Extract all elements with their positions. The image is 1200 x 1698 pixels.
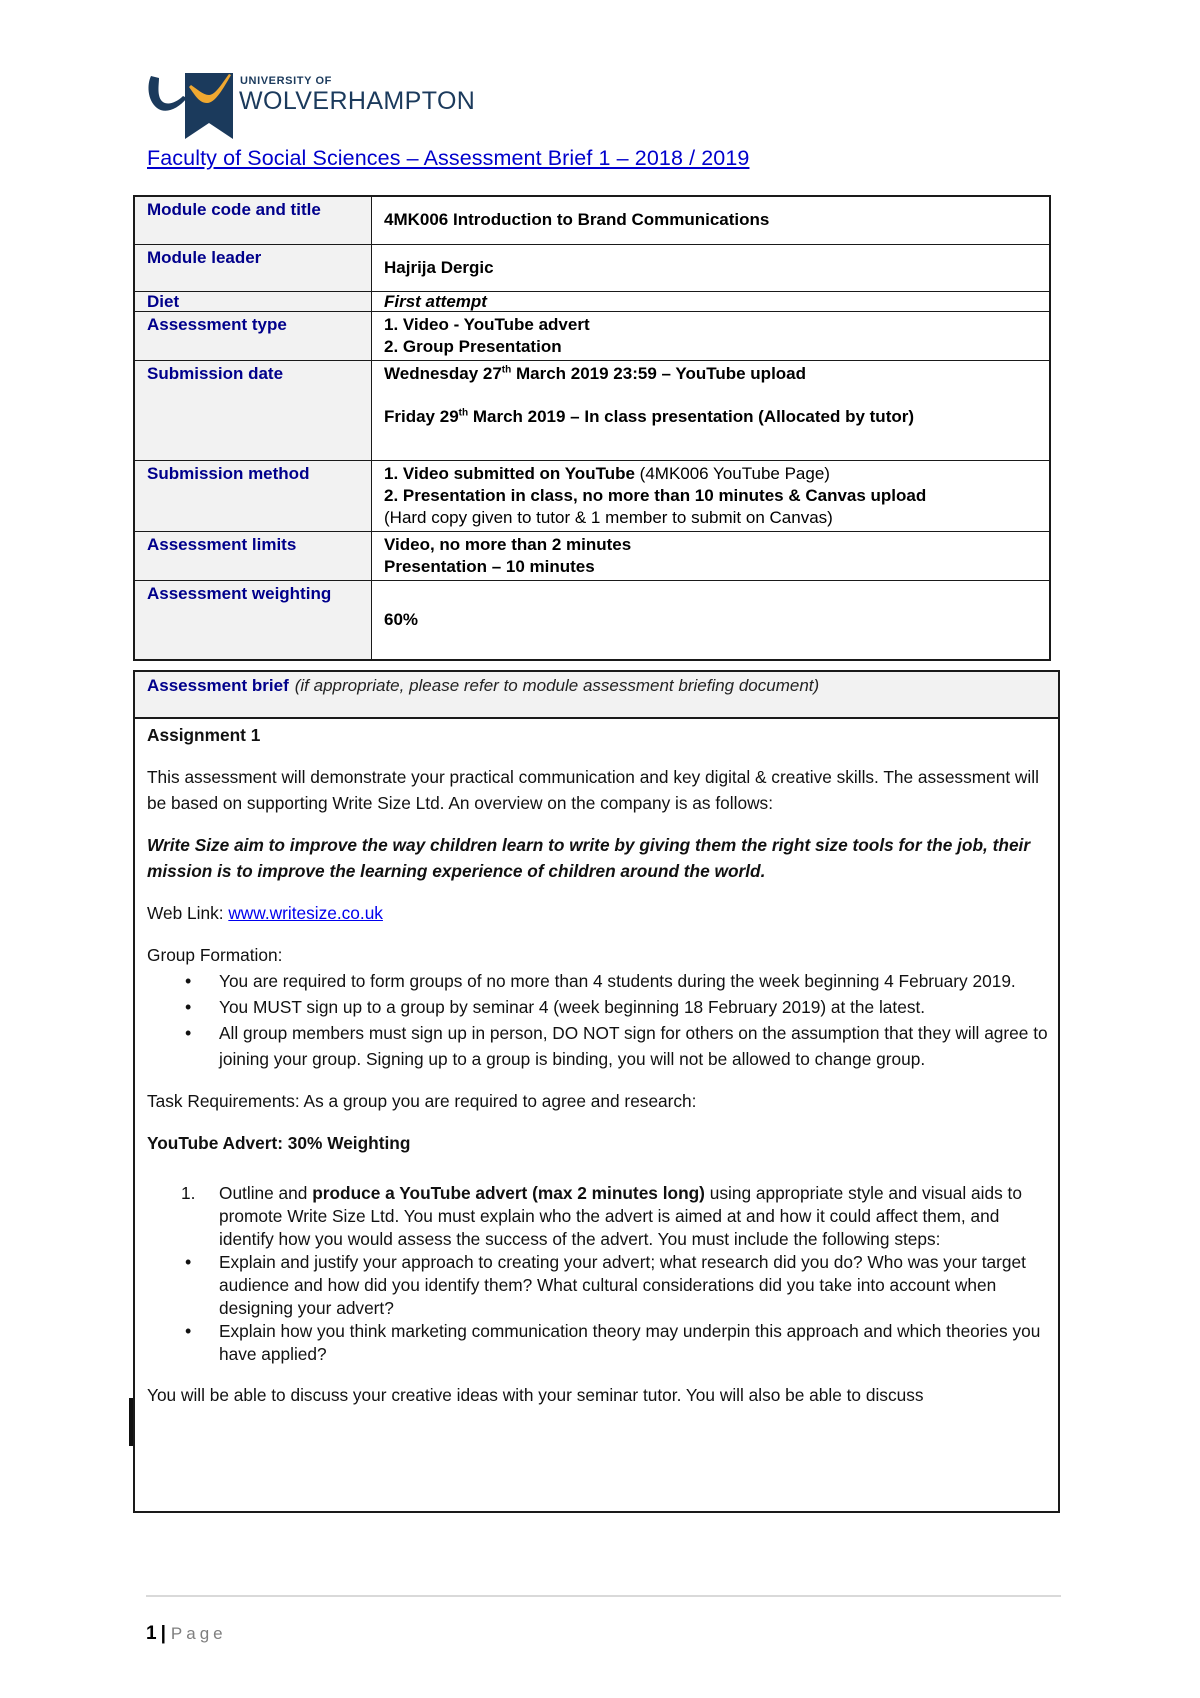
label-submission-date: Submission date bbox=[134, 360, 372, 460]
value-module-code: 4MK006 Introduction to Brand Communications bbox=[372, 196, 1051, 244]
label-module-code: Module code and title bbox=[134, 196, 372, 244]
assessment-limit-video: Video, no more than 2 minutes bbox=[384, 534, 632, 554]
university-logo bbox=[145, 70, 485, 142]
value-submission-date bbox=[372, 360, 1051, 460]
value-module-leader: Hajrija Dergic bbox=[372, 244, 1051, 291]
logo-text-university-of: UNIVERSITY OF bbox=[240, 75, 332, 87]
list-item: • Explain how you think marketing communication theory may underpin this approach and which theories you have applied? bbox=[147, 1320, 1048, 1366]
table-row-assessment-limits bbox=[134, 531, 1050, 580]
list-item: • All group members must sign up in person, DO NOT sign for others on the assumption that they will agree to joining your group. Signing up to a group is binding, you will not be allowed to change group. bbox=[147, 1020, 1048, 1072]
assessment-limit-presentation: Presentation – 10 minutes bbox=[384, 556, 595, 576]
revision-change-bar bbox=[129, 1398, 133, 1446]
submission-method-item-1: 1. Video submitted on YouTube (4MK006 YouTube Page) bbox=[384, 463, 830, 483]
assessment-brief-label: Assessment brief bbox=[147, 676, 289, 695]
table-row-module-code bbox=[134, 196, 1050, 244]
page-label: Page bbox=[170, 1624, 227, 1643]
web-link-line: Web Link: www.writesize.co.uk bbox=[147, 903, 383, 923]
value-assessment-type bbox=[372, 311, 1051, 360]
value-diet bbox=[372, 291, 1051, 311]
intro-paragraph: This assessment will demonstrate your practical communication and key digital & creative skills. The assessment will be based on supporting Write Size Ltd. An overview on the company is as follows: bbox=[147, 767, 1039, 813]
value-assessment-weighting: 60% bbox=[372, 580, 1051, 660]
assessment-brief-box bbox=[133, 670, 1060, 1513]
label-module-leader: Module leader bbox=[134, 244, 372, 291]
module-info-table bbox=[133, 195, 1051, 661]
footer-divider bbox=[146, 1595, 1061, 1597]
logo-u-mark-icon bbox=[145, 74, 189, 114]
assessment-type-item: 2. Group Presentation bbox=[384, 336, 562, 356]
page-footer bbox=[146, 1623, 227, 1645]
label-assessment-weighting: Assessment weighting bbox=[134, 580, 372, 660]
logo-text-wolverhampton: WOLVERHAMPTON bbox=[239, 87, 476, 115]
label-assessment-type: Assessment type bbox=[134, 311, 372, 360]
table-row-submission-method bbox=[134, 460, 1050, 531]
list-item: • Explain and justify your approach to creating your advert; what research did you do? Who was your target audience and how did you identify them? What cultural considerations did you take into account when designing your advert? bbox=[147, 1251, 1048, 1320]
assessment-brief-body bbox=[147, 722, 1048, 1408]
assignment-heading: Assignment 1 bbox=[147, 725, 261, 745]
footer-separator: | bbox=[160, 1623, 166, 1644]
assessment-brief-note: (if appropriate, please refer to module assessment briefing document) bbox=[294, 676, 820, 695]
diet-value-text: First attempt bbox=[384, 291, 487, 311]
submission-method-note: (Hard copy given to tutor & 1 member to submit on Canvas) bbox=[384, 507, 833, 527]
assessment-type-item: 1. Video - YouTube advert bbox=[384, 314, 590, 334]
youtube-advert-heading: YouTube Advert: 30% Weighting bbox=[147, 1133, 411, 1153]
table-row-assessment-type bbox=[134, 311, 1050, 360]
table-row-assessment-weighting bbox=[134, 580, 1050, 660]
label-diet: Diet bbox=[134, 291, 372, 311]
assessment-brief-header bbox=[135, 672, 1058, 719]
closing-paragraph: You will be able to discuss your creative ideas with your seminar tutor. You will also be able to discuss bbox=[147, 1385, 924, 1405]
group-formation-heading: Group Formation: bbox=[147, 945, 283, 965]
submission-date-presentation: Friday 29th March 2019 – In class presentation (Allocated by tutor) bbox=[384, 406, 915, 426]
logo-banner-icon bbox=[185, 73, 233, 139]
task-item-1: 1. Outline and produce a YouTube advert (max 2 minutes long) using appropriate style and visual aids to promote Write Size Ltd. You must explain who the advert is aimed at and how it could affect them, and identify how you would assess the success of the advert. You must include the following steps: bbox=[181, 1183, 1022, 1249]
value-assessment-limits bbox=[372, 531, 1051, 580]
table-row-submission-date bbox=[134, 360, 1050, 460]
writesize-link[interactable]: www.writesize.co.uk bbox=[228, 903, 383, 923]
submission-method-item-2: 2. Presentation in class, no more than 10 minutes & Canvas upload bbox=[384, 485, 927, 505]
label-assessment-limits: Assessment limits bbox=[134, 531, 372, 580]
task-requirements: Task Requirements: As a group you are required to agree and research: bbox=[147, 1091, 697, 1111]
label-submission-method: Submission method bbox=[134, 460, 372, 531]
list-item: • You MUST sign up to a group by seminar 4 (week beginning 18 February 2019) at the latest. bbox=[147, 994, 1048, 1020]
value-submission-method bbox=[372, 460, 1051, 531]
table-row-module-leader bbox=[134, 244, 1050, 291]
mission-statement: Write Size aim to improve the way children learn to write by giving them the right size tools for the job, their mission is to improve the learning experience of children around the world. bbox=[147, 835, 1031, 881]
table-row-diet bbox=[134, 291, 1050, 311]
page-number: 1 bbox=[146, 1623, 157, 1644]
submission-date-youtube: Wednesday 27th March 2019 23:59 – YouTube upload bbox=[384, 363, 807, 383]
page-title: Faculty of Social Sciences – Assessment Brief 1 – 2018 / 2019 bbox=[147, 146, 750, 170]
list-item: • You are required to form groups of no more than 4 students during the week beginning 4 February 2019. bbox=[147, 968, 1048, 994]
